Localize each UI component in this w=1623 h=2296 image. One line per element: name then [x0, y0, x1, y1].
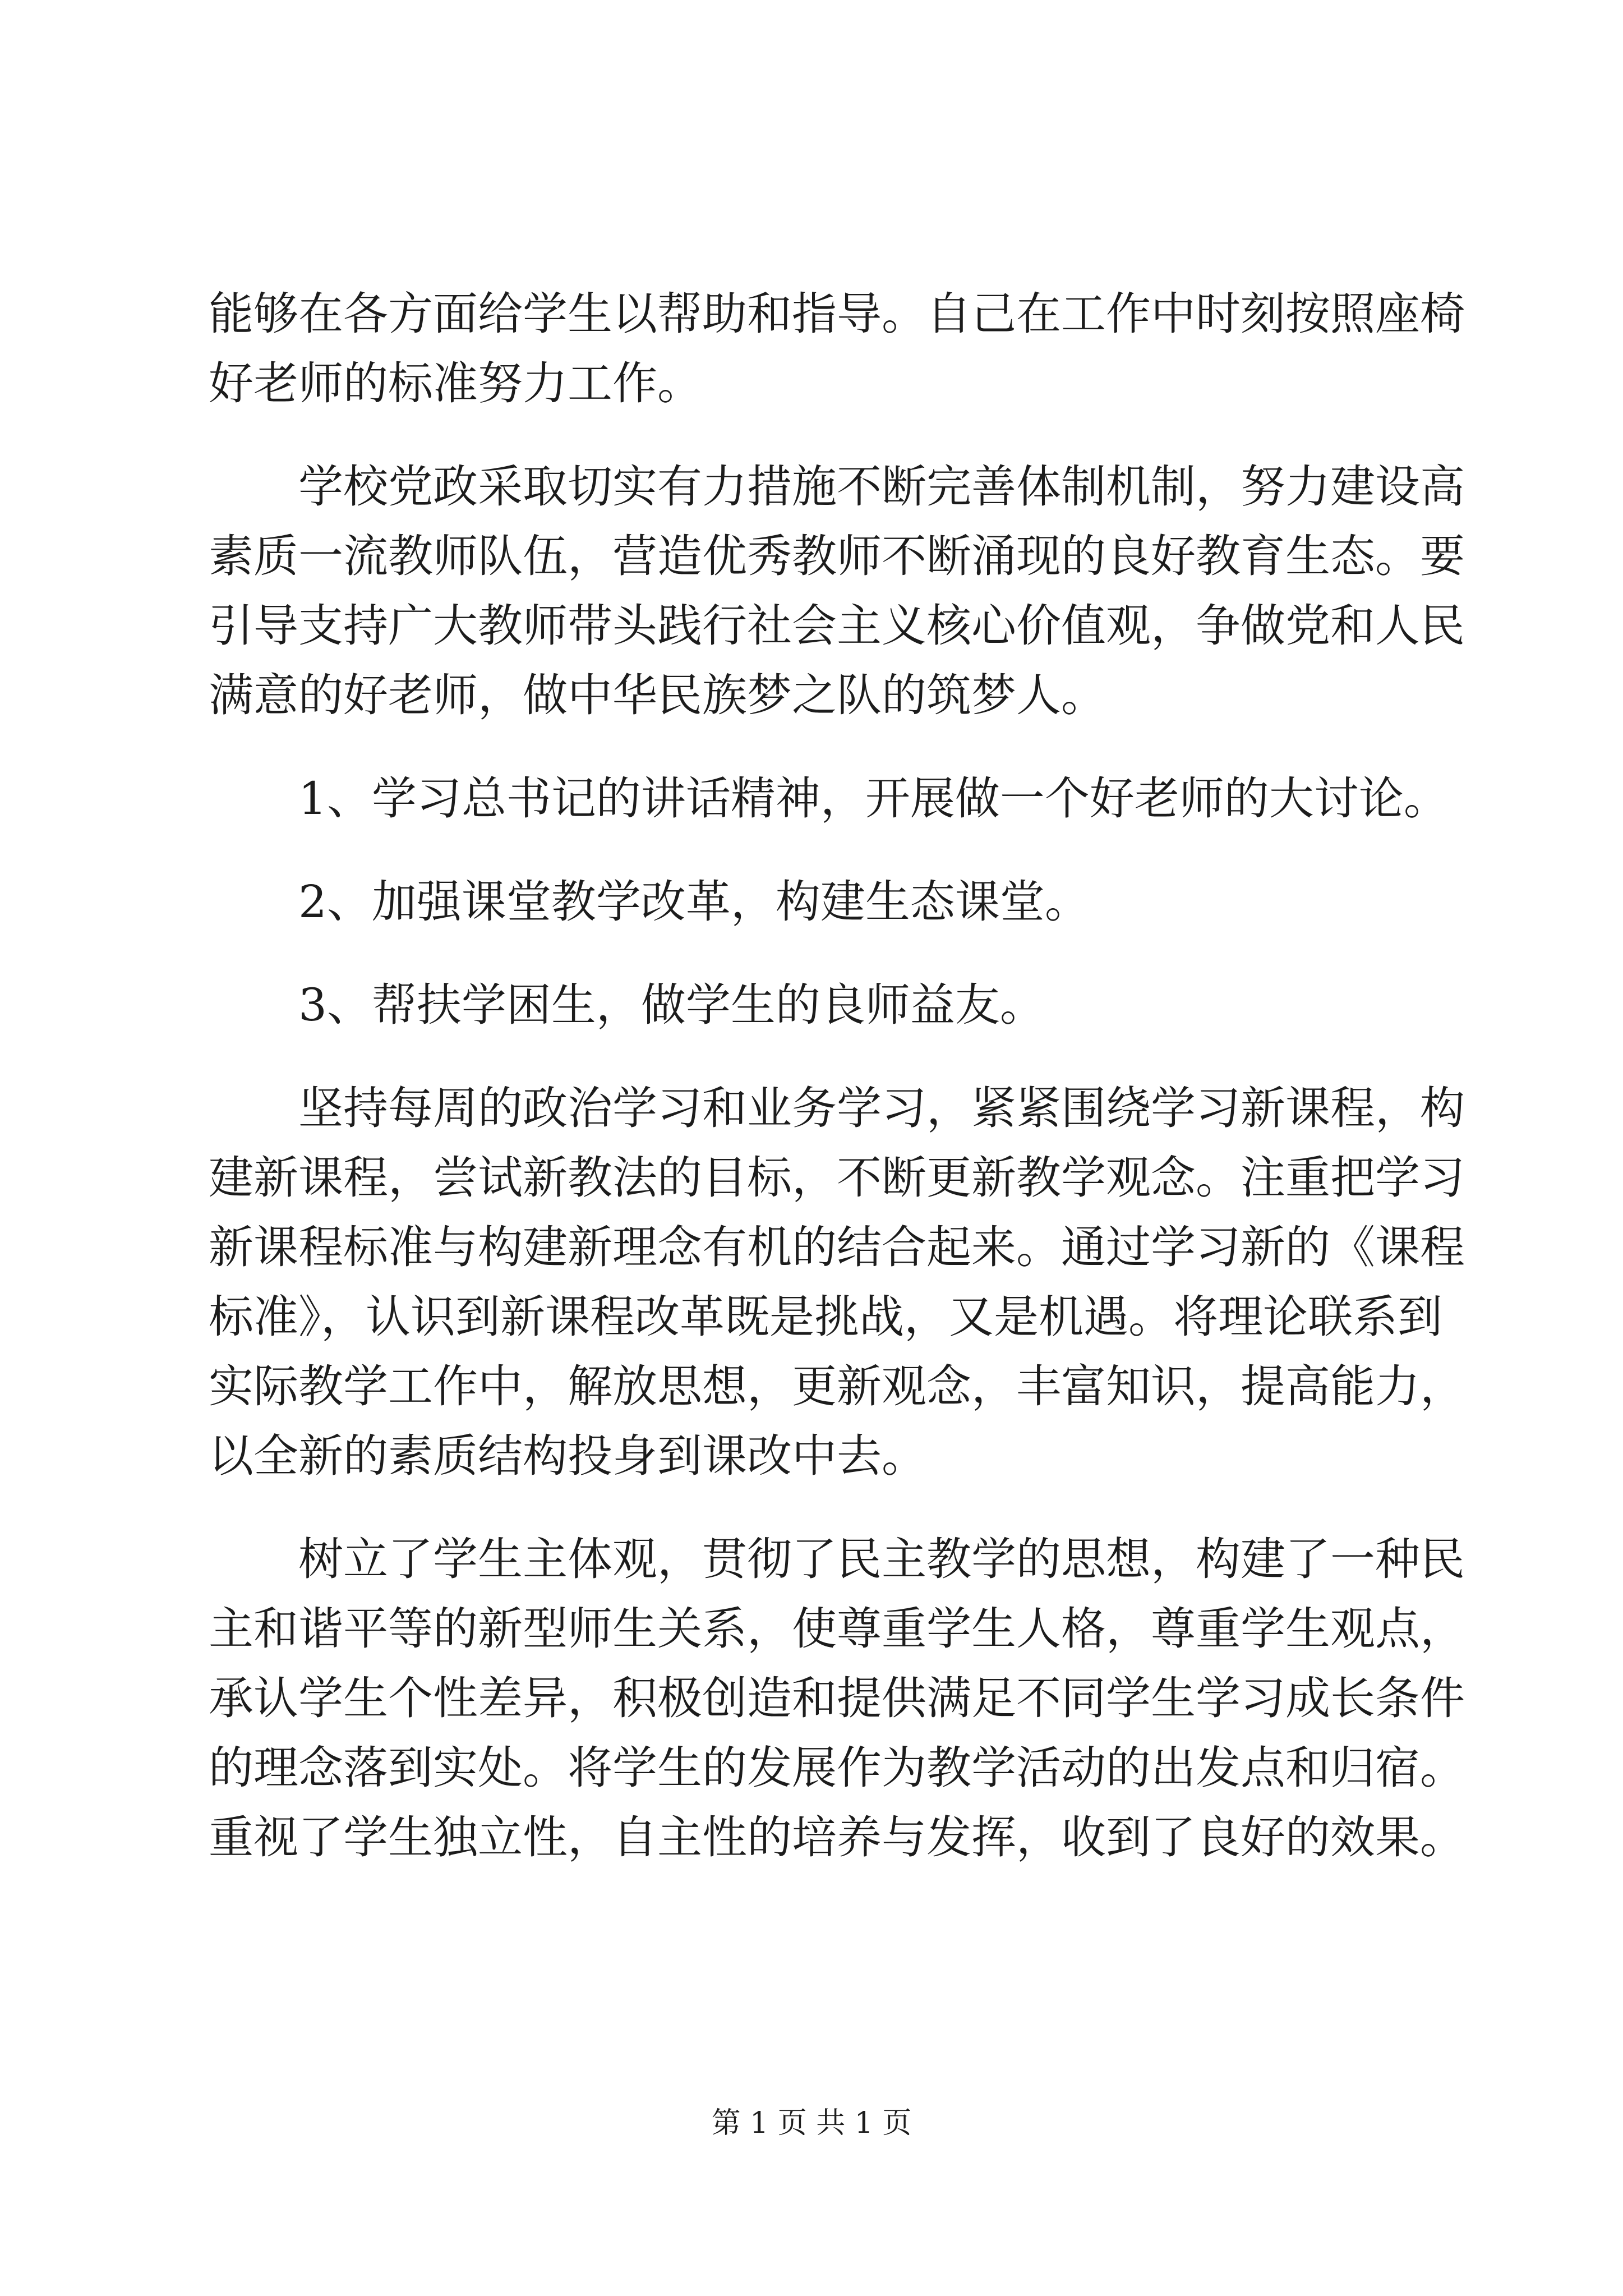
list-item: 1、学习总书记的讲话精神，开展做一个好老师的大讨论。 [298, 772, 1449, 825]
text-line: 学校党政采取切实有力措施不断完善体制机制，努力建设高 [298, 461, 1465, 513]
text-line: 素质一流教师队伍，营造优秀教师不断涌现的良好教育生态。要 [209, 530, 1465, 582]
text-line: 重视了学生独立性，自主性的培养与发挥，收到了良好的效果。 [209, 1811, 1465, 1864]
text-line: 承认学生个性差异，积极创造和提供满足不同学生学习成长条件 [209, 1672, 1465, 1724]
text-line: 坚持每周的政治学习和业务学习，紧紧围绕学习新课程，构 [298, 1082, 1465, 1134]
text-line: 建新课程，尝试新教法的目标，不断更新教学观念。注重把学习 [209, 1152, 1465, 1204]
text-line: 引导支持广大教师带头践行社会主义核心价值观，争做党和人民 [209, 600, 1465, 652]
text-line: 好老师的标准努力工作。 [209, 357, 702, 409]
page-footer: 第 1 页 共 1 页 [711, 2106, 912, 2140]
list-item: 3、帮扶学困生，做学生的良师益友。 [298, 979, 1045, 1031]
text-line: 能够在各方面给学生以帮助和指导。自己在工作中时刻按照座椅 [209, 288, 1465, 340]
text-line: 的理念落到实处。将学生的发展作为教学活动的出发点和归宿。 [209, 1742, 1465, 1794]
text-line: 新课程标准与构建新理念有机的结合起来。通过学习新的《课程 [209, 1221, 1465, 1273]
text-line: 满意的好老师，做中华民族梦之队的筑梦人。 [209, 669, 1106, 721]
text-line: 实际教学工作中，解放思想，更新观念，丰富知识，提高能力， [209, 1360, 1465, 1412]
list-item: 2、加强课堂教学改革，构建生态课堂。 [298, 876, 1090, 928]
text-line: 树立了学生主体观，贯彻了民主教学的思想，构建了一种民 [298, 1533, 1465, 1585]
text-line: 主和谐平等的新型师生关系，使尊重学生人格，尊重学生观点， [209, 1603, 1465, 1655]
text-line: 标准》，认识到新课程改革既是挑战，又是机遇。将理论联系到 [209, 1291, 1442, 1343]
text-line: 以全新的素质结构投身到课改中去。 [209, 1430, 926, 1482]
